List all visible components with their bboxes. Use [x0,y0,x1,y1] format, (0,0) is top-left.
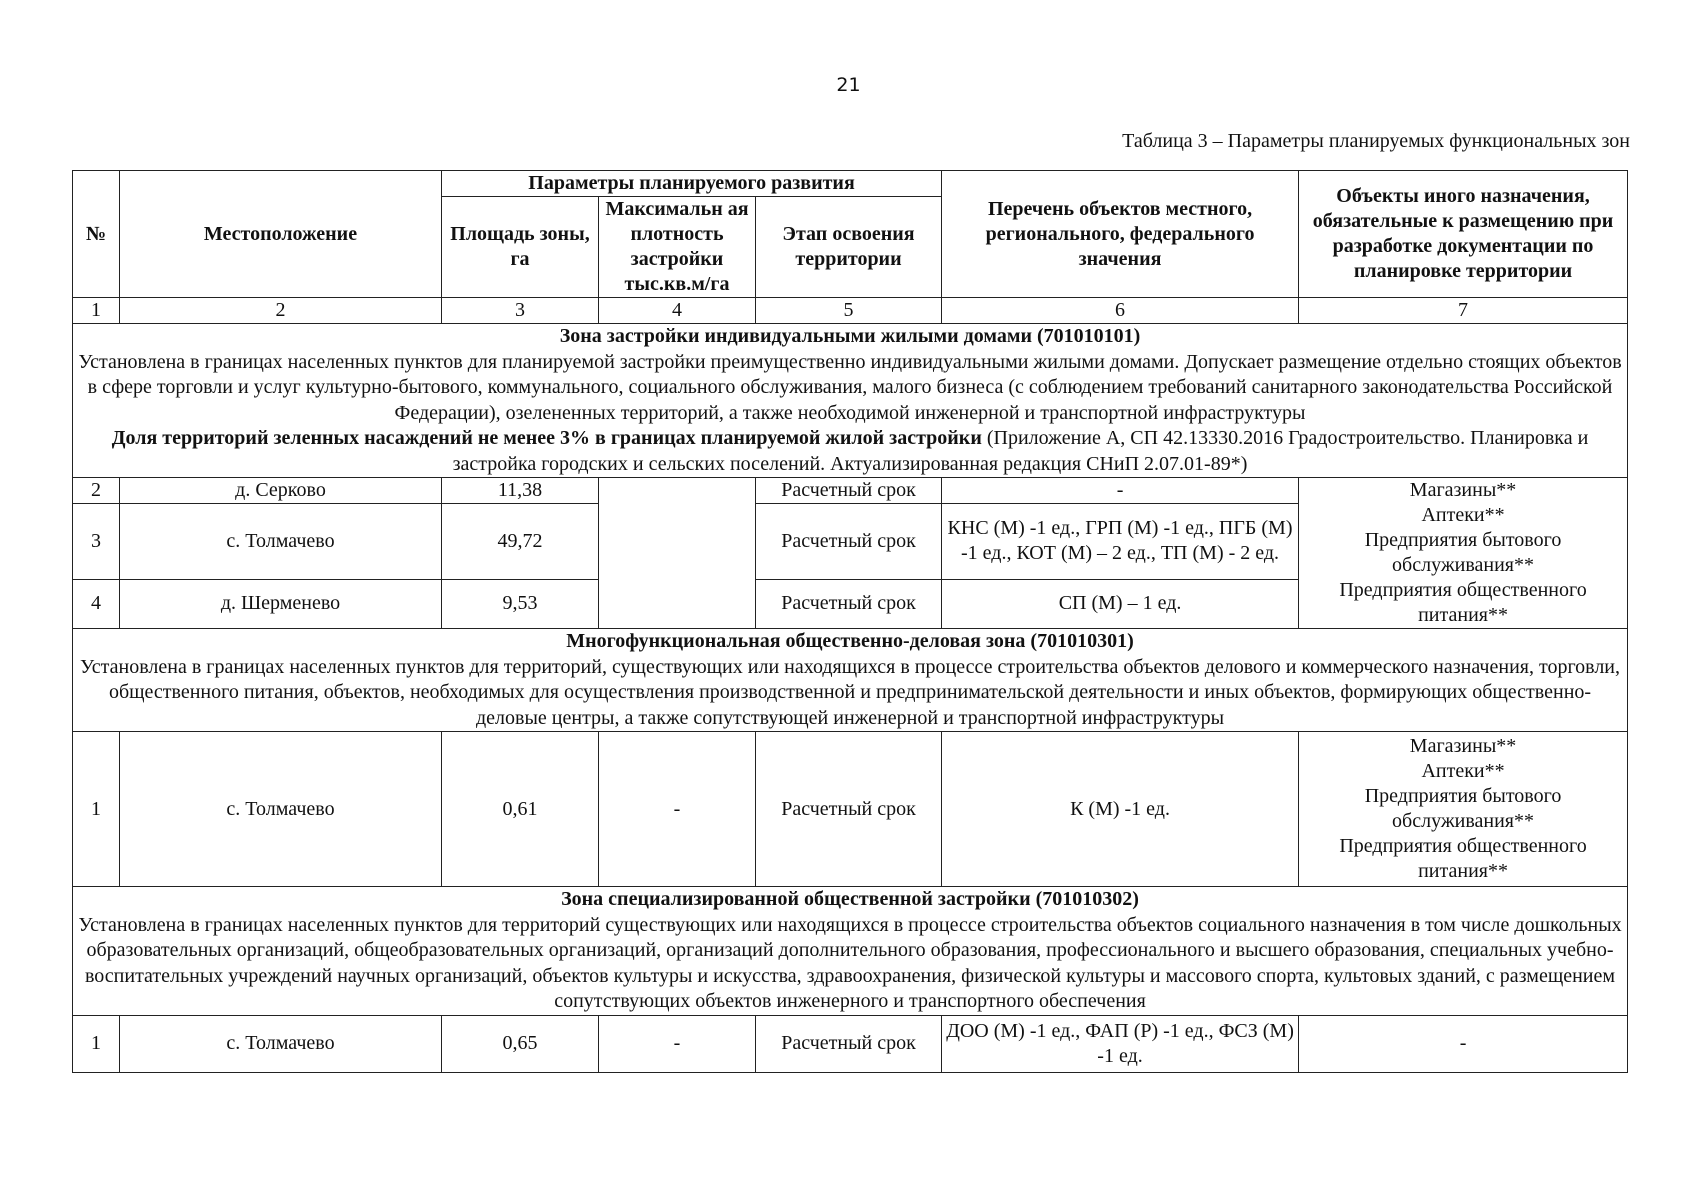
page-number: 21 [836,74,861,96]
row-stage: Расчетный срок [756,1015,942,1072]
row-num: 2 [73,478,120,504]
row-density: - [599,732,756,887]
row-area: 0,61 [442,732,599,887]
zone-description: Установлена в границах населенных пунктов для территорий существующих или находящихся в процессе строительства объектов социального назначения в том числе дошкольных образовательных организаций, общеобразовательных организаций, организаций дополнительного образования, профессионального и высшего образования, специальных учебно-воспитательных учреждений научных организаций, объектов культуры и искусства, здравоохранения, физической культуры и массового спорта, культовых зданий, с размещением сопутствующих объектов инженерного и транспортного обеспечения [78,913,1622,1012]
header-params-group: Параметры планируемого развития [442,171,942,197]
zone-green-bold: Доля территорий зеленных насаждений не менее 3% в границах планируемой жилой застройки [111,427,982,449]
column-number: 1 [73,298,120,324]
row-stage: Расчетный срок [756,579,942,628]
row-other-objects [1299,732,1628,887]
row-area: 0,65 [442,1015,599,1072]
row-num: 1 [73,1015,120,1072]
row-location: д. Шерменево [120,579,442,628]
column-numbers-row [73,298,1628,324]
header-other-objects: Объекты иного назначения, обязательные к размещению при разработке документации по планировке территории [1299,171,1628,298]
header-density: Максимальн ая плотность застройки тыс.кв.м/га [599,197,756,298]
column-number: 4 [599,298,756,324]
column-number: 3 [442,298,599,324]
row-area: 11,38 [442,478,599,504]
header-area: Площадь зоны, га [442,197,599,298]
other-object-item: Предприятия бытового обслуживания** [1364,529,1562,576]
zone-green-note: (Приложение А, СП 42.13330.2016 Градостроительство. Планировка и застройка городских и сельских поселений. Актуализированная редакция СНиП 2.07.01-89*) [452,427,1589,475]
row-objects: СП (М) – 1 ед. [942,579,1299,628]
header-location: Местоположение [120,171,442,298]
zone-header [73,887,1628,1016]
zone-header [73,324,1628,478]
table-row [73,1015,1628,1072]
table-caption: Таблица 3 – Параметры планируемых функциональных зон [1122,130,1630,152]
row-objects: КНС (М) -1 ед., ГРП (М) -1 ед., ПГБ (М) -1 ед., КОТ (М) – 2 ед., ТП (М) - 2 ед. [942,504,1299,580]
row-objects: - [942,478,1299,504]
header-objects: Перечень объектов местного, регионального, федерального значения [942,171,1299,298]
other-object-item: Аптеки** [1421,760,1505,782]
row-num: 1 [73,732,120,887]
other-object-item: Аптеки** [1421,504,1505,526]
row-location: с. Толмачево [120,504,442,580]
row-num: 4 [73,579,120,628]
column-number: 5 [756,298,942,324]
zone-title: Зона застройки индивидуальными жилыми домами (701010101) [559,325,1141,347]
zone-title: Многофункциональная общественно-деловая зона (701010301) [566,630,1134,652]
row-area: 9,53 [442,579,599,628]
zone-header-row [73,887,1628,1016]
zone-header-row [73,324,1628,478]
row-density [599,478,756,629]
row-location: д. Серково [120,478,442,504]
row-other-objects [1299,478,1628,629]
header-stage: Этап освоения территории [756,197,942,298]
row-location: с. Толмачево [120,732,442,887]
header-num: № [73,171,120,298]
other-object-item: Магазины** [1409,735,1517,757]
other-object-item: Магазины** [1409,479,1517,501]
row-objects: ДОО (М) -1 ед., ФАП (Р) -1 ед., ФСЗ (М) -1 ед. [942,1015,1299,1072]
zone-green-requirement [76,426,1624,477]
row-stage: Расчетный срок [756,732,942,887]
header-row-top [73,171,1628,197]
row-num: 3 [73,504,120,580]
row-area: 49,72 [442,504,599,580]
row-stage: Расчетный срок [756,478,942,504]
row-density: - [599,1015,756,1072]
zone-description: Установлена в границах населенных пунктов для планируемой застройки преимущественно индивидуальными жилыми домами. Допускает размещение отдельно стоящих объектов в сфере торговли и услуг культурно-бытового, коммунального, социального обслуживания, малого бизнеса (с соблюдением требований санитарного законодательства Российской Федерации), озелененных территорий, а также необходимой инженерной и транспортной инфраструктуры [78,350,1622,424]
row-objects: К (М) -1 ед. [942,732,1299,887]
zone-header [73,629,1628,732]
other-object-item: Предприятия бытового обслуживания** [1364,785,1562,832]
other-object-item: Предприятия общественного питания** [1339,835,1587,882]
zone-description: Установлена в границах населенных пунктов для территорий, существующих или находящихся в процессе строительства объектов делового и коммерческого назначения, торговли, общественного питания, объектов, необходимых для осуществления производственной и предпринимательской деятельности и иных объектов, формирующих общественно-деловые центры, а также сопутствующей инженерной и транспортной инфраструктуры [80,655,1621,729]
column-number: 6 [942,298,1299,324]
zones-parameters-table [72,170,1628,1073]
table-row [73,478,1628,504]
column-number: 7 [1299,298,1628,324]
zone-title: Зона специализированной общественной застройки (701010302) [561,888,1139,910]
other-object-item: Предприятия общественного питания** [1339,579,1587,626]
zone-header-row [73,629,1628,732]
row-stage: Расчетный срок [756,504,942,580]
table-row [73,732,1628,887]
column-number: 2 [120,298,442,324]
row-location: с. Толмачево [120,1015,442,1072]
row-other-objects: - [1299,1015,1628,1072]
